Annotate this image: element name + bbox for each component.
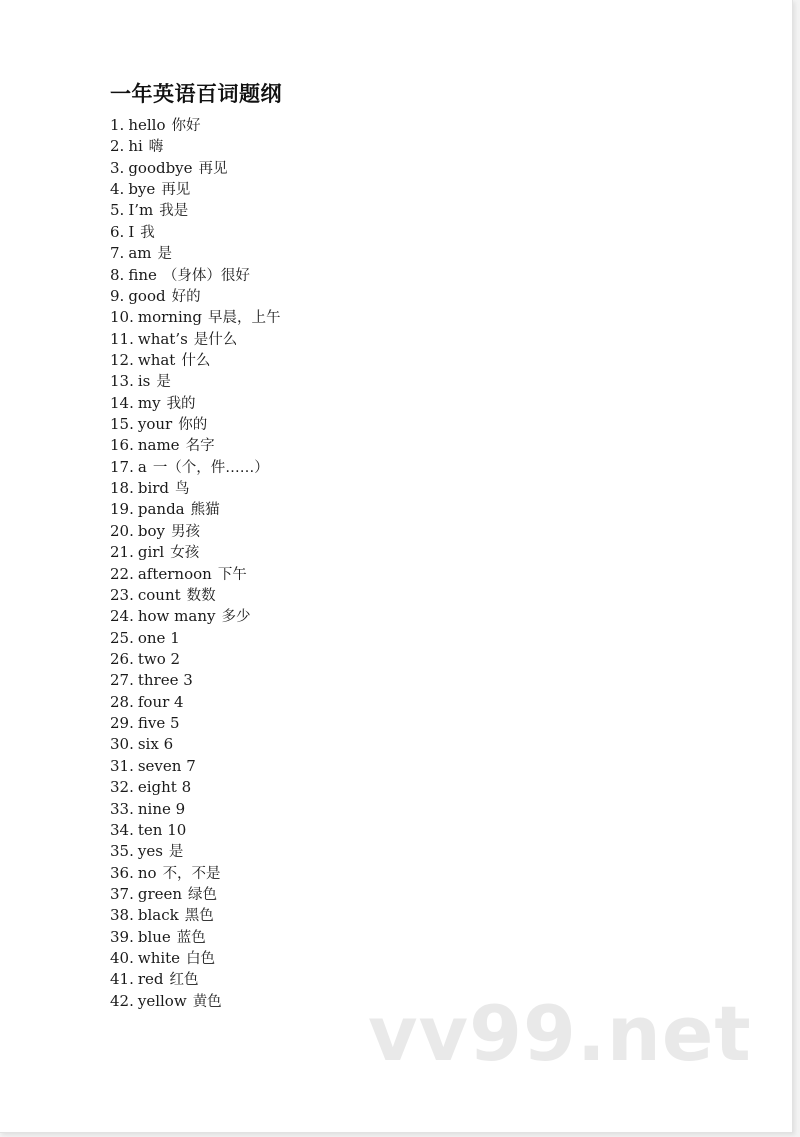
item-english-word: what’s [137, 329, 188, 348]
item-number: 34. [110, 820, 134, 839]
item-english-word: good [128, 286, 166, 305]
item-english-word: red [137, 970, 164, 989]
item-number: 15. [110, 415, 134, 434]
item-english-word: your [137, 415, 173, 434]
item-chinese-meaning: 一（个，件……） [152, 459, 269, 476]
item-number: 31. [110, 756, 134, 775]
item-number: 25. [110, 628, 134, 647]
item-chinese-meaning: 好的 [171, 288, 201, 305]
item-number: 22. [110, 564, 134, 583]
list-item [110, 585, 281, 606]
list-item [110, 991, 281, 1012]
item-chinese-meaning: 绿色 [188, 886, 218, 903]
item-chinese-meaning: 你的 [178, 417, 208, 434]
list-item [110, 927, 281, 948]
item-number: 27. [110, 671, 134, 690]
item-english-word: fine [128, 265, 157, 284]
item-english-word: is [137, 372, 151, 391]
item-number: 9. [110, 286, 125, 305]
item-english-word: name [137, 436, 180, 455]
item-chinese-meaning: 是 [156, 374, 171, 391]
item-number: 12. [110, 350, 134, 369]
item-english-word: am [128, 244, 152, 263]
item-english-word: morning [137, 308, 203, 327]
page-title: 一年英语百词题纲 [110, 82, 282, 106]
item-english-word: I’m [128, 201, 154, 220]
item-chinese-meaning: 是 [157, 246, 172, 263]
list-item [110, 200, 281, 221]
item-number: 30. [110, 735, 134, 754]
item-english-word: boy [137, 521, 165, 540]
item-english-word: six 6 [137, 735, 174, 754]
list-item [110, 457, 281, 478]
list-item [110, 969, 281, 990]
item-number: 41. [110, 970, 134, 989]
item-chinese-meaning: 黄色 [192, 993, 222, 1010]
list-item [110, 841, 281, 862]
list-item [110, 136, 281, 157]
item-number: 24. [110, 607, 134, 626]
item-number: 17. [110, 457, 134, 476]
item-chinese-meaning: （身体）很好 [162, 267, 250, 284]
list-item [110, 713, 281, 734]
list-item [110, 243, 281, 264]
list-item [110, 478, 281, 499]
item-chinese-meaning: 白色 [186, 951, 216, 968]
item-english-word: what [137, 350, 176, 369]
item-number: 16. [110, 436, 134, 455]
list-item [110, 820, 281, 841]
list-item [110, 905, 281, 926]
item-english-word: three 3 [137, 671, 193, 690]
item-number: 3. [110, 158, 125, 177]
item-chinese-meaning: 下午 [217, 566, 247, 583]
list-item [110, 265, 281, 286]
item-english-word: blue [137, 927, 171, 946]
item-chinese-meaning: 黑色 [184, 908, 214, 925]
item-chinese-meaning: 嗨 [148, 139, 164, 156]
item-number: 29. [110, 714, 134, 733]
list-item [110, 414, 281, 435]
item-chinese-meaning: 女孩 [170, 545, 200, 562]
item-english-word: seven 7 [137, 756, 196, 775]
item-number: 2. [110, 137, 125, 156]
item-english-word: hello [128, 116, 166, 134]
list-item [110, 435, 281, 456]
item-chinese-meaning: 红色 [169, 972, 199, 989]
item-english-word: black [137, 906, 179, 925]
list-item [110, 371, 281, 392]
list-item [110, 179, 281, 200]
item-english-word: goodbye [128, 158, 193, 177]
item-number: 1. [110, 116, 125, 134]
list-item [110, 393, 281, 414]
item-number: 4. [110, 180, 125, 199]
item-english-word: nine 9 [137, 799, 186, 818]
item-english-word: a [137, 457, 147, 476]
item-chinese-meaning: 是什么 [193, 331, 238, 348]
item-english-word: two 2 [137, 649, 181, 668]
vocabulary-list [110, 115, 281, 1012]
item-chinese-meaning: 再见 [161, 182, 191, 199]
list-item [110, 884, 281, 905]
item-number: 14. [110, 393, 134, 412]
list-item [110, 670, 281, 691]
list-item [110, 115, 281, 136]
list-item [110, 756, 281, 777]
list-item [110, 777, 281, 798]
list-item [110, 799, 281, 820]
item-number: 39. [110, 927, 134, 946]
list-item [110, 649, 281, 670]
item-chinese-meaning: 蓝色 [176, 929, 206, 946]
item-number: 18. [110, 479, 134, 498]
item-english-word: how many [137, 607, 216, 626]
item-chinese-meaning: 数数 [186, 587, 216, 604]
list-item [110, 628, 281, 649]
item-english-word: yes [137, 842, 163, 861]
item-english-word: afternoon [137, 564, 212, 583]
item-number: 40. [110, 949, 134, 968]
item-english-word: green [137, 884, 183, 903]
item-english-word: four 4 [137, 692, 184, 711]
list-item [110, 329, 281, 350]
item-english-word: panda [137, 500, 185, 519]
list-item [110, 499, 281, 520]
item-number: 33. [110, 799, 134, 818]
item-number: 21. [110, 543, 134, 562]
item-number: 6. [110, 222, 125, 241]
item-english-word: hi [128, 137, 143, 156]
item-chinese-meaning: 多少 [221, 609, 251, 626]
list-item [110, 863, 281, 884]
item-number: 42. [110, 991, 134, 1010]
item-chinese-meaning: 熊猫 [190, 502, 220, 519]
item-number: 13. [110, 372, 134, 391]
list-item [110, 307, 281, 328]
item-number: 10. [110, 308, 134, 327]
item-english-word: white [137, 949, 181, 968]
list-item [110, 564, 281, 585]
item-number: 38. [110, 906, 134, 925]
list-item [110, 692, 281, 713]
item-english-word: I [128, 222, 135, 241]
list-item [110, 734, 281, 755]
item-number: 26. [110, 649, 134, 668]
item-number: 28. [110, 692, 134, 711]
item-chinese-meaning: 什么 [181, 352, 211, 369]
item-number: 19. [110, 500, 134, 519]
item-chinese-meaning: 我是 [159, 203, 189, 220]
watermark: vv99.net [368, 989, 752, 1078]
list-item [110, 606, 281, 627]
item-number: 36. [110, 863, 134, 882]
item-number: 23. [110, 585, 134, 604]
item-number: 32. [110, 778, 134, 797]
item-english-word: girl [137, 543, 165, 562]
list-item [110, 158, 281, 179]
item-english-word: five 5 [137, 714, 180, 733]
item-chinese-meaning: 早晨，上午 [208, 310, 281, 327]
item-number: 7. [110, 244, 125, 263]
list-item [110, 350, 281, 371]
item-english-word: eight 8 [137, 778, 192, 797]
item-chinese-meaning: 男孩 [170, 523, 200, 540]
list-item [110, 222, 281, 243]
item-english-word: no [137, 863, 157, 882]
list-item [110, 948, 281, 969]
item-english-word: yellow [137, 991, 187, 1010]
item-chinese-meaning: 不，不是 [162, 865, 221, 882]
item-english-word: ten 10 [137, 820, 187, 839]
list-item [110, 542, 281, 563]
item-number: 35. [110, 842, 134, 861]
item-number: 8. [110, 265, 125, 284]
item-chinese-meaning: 是 [168, 844, 184, 861]
item-number: 37. [110, 884, 134, 903]
list-item [110, 521, 281, 542]
list-item [110, 286, 281, 307]
item-number: 20. [110, 521, 134, 540]
item-english-word: bird [137, 479, 170, 498]
item-chinese-meaning: 你好 [171, 118, 201, 134]
item-chinese-meaning: 名字 [185, 438, 215, 455]
item-chinese-meaning: 鸟 [175, 481, 190, 498]
item-english-word: bye [128, 180, 156, 199]
item-chinese-meaning: 我的 [166, 395, 196, 412]
item-chinese-meaning: 再见 [198, 160, 228, 177]
item-chinese-meaning: 我 [140, 224, 155, 241]
item-number: 5. [110, 201, 125, 220]
item-english-word: one 1 [137, 628, 180, 647]
item-english-word: count [137, 585, 181, 604]
item-english-word: my [137, 393, 161, 412]
item-number: 11. [110, 329, 134, 348]
